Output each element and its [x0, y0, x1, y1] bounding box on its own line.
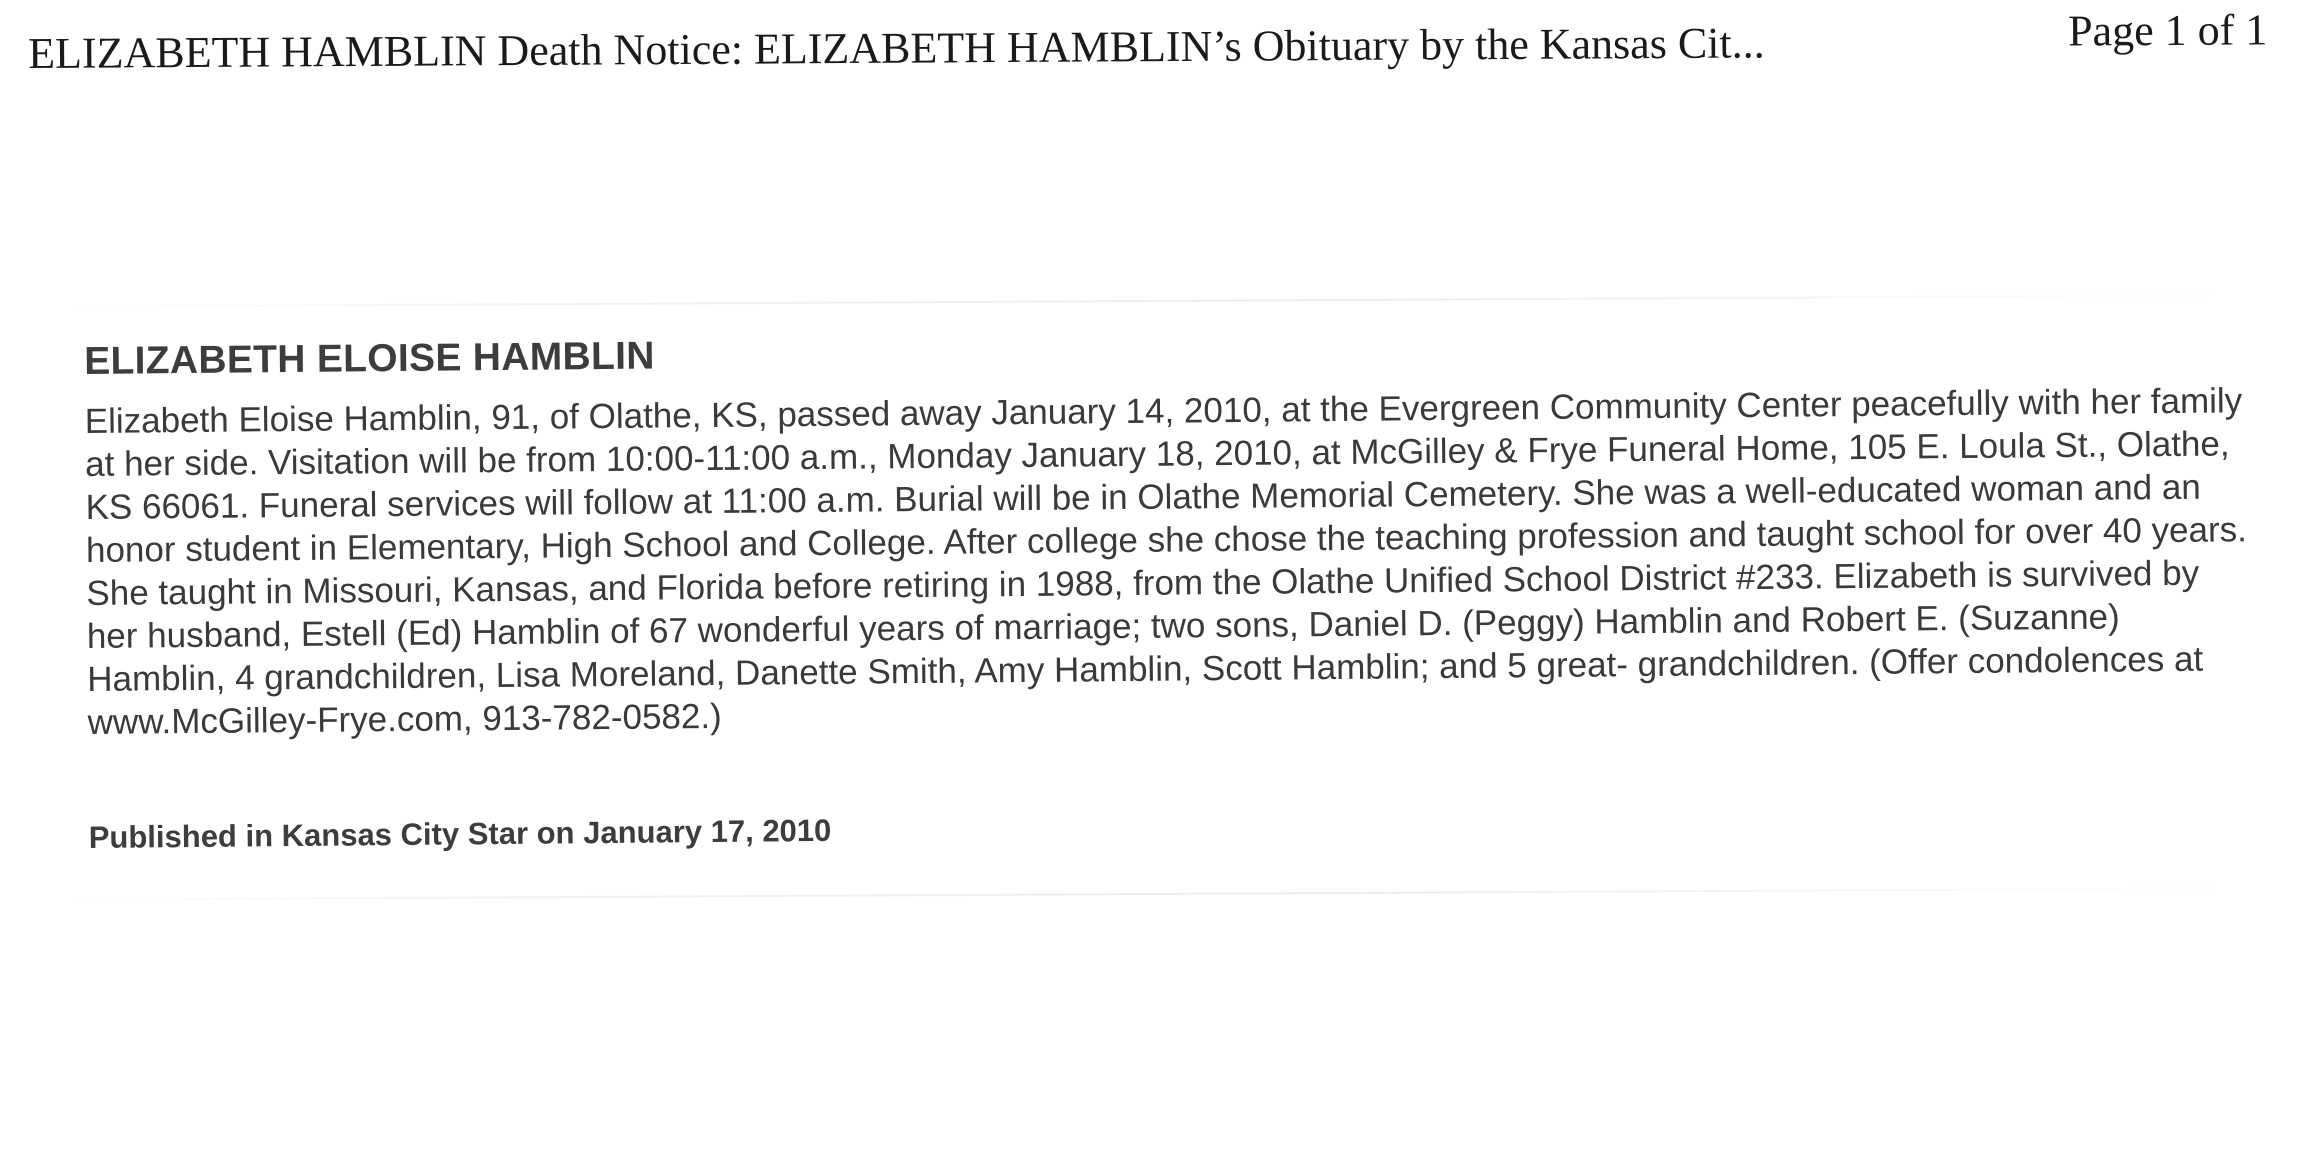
publication-line: Published in Kansas City Star on January 17, 2010	[88, 812, 832, 855]
deceased-name-heading: ELIZABETH ELOISE HAMBLIN	[84, 334, 655, 383]
divider-top	[60, 294, 2240, 307]
document-title: ELIZABETH HAMBLIN Death Notice: ELIZABETH HAMBLIN’s Obituary by the Kansas Cit...	[28, 18, 1765, 78]
divider-bottom	[60, 887, 2240, 900]
obituary-body-text: Elizabeth Eloise Hamblin, 91, of Olathe, KS, passed away January 14, 2010, at the Evergreen Community Center peacefully with her family at her side. Visitation will be from 10:00-11:00 a.m., Monday January 18, 2010, at McGilley & Frye Funeral Home, 105 E. Loula St., Olathe, KS 66061. Funeral services will follow at 11:00 a.m. Burial will be in Olathe Memorial Cemetery. She was a well-educated woman and an honor student in Elementary, High School and College. After college she chose the teaching profession and taught school for over 40 years. She taught in Missouri, Kansas, and Florida before retiring in 1988, from the Olathe Unified School District #233. Elizabeth is survived by her husband, Estell (Ed) Hamblin of 67 wonderful years of marriage; two sons, Daniel D. (Peggy) Hamblin and Robert E. (Suzanne) Hamblin, 4 grandchildren, Lisa Moreland, Danette Smith, Amy Hamblin, Scott Hamblin; and 5 great- grandchildren. (Offer condolences at www.McGilley-Frye.com, 913-782-0582.)	[84, 381, 2248, 742]
print-header	[28, 4, 2298, 78]
page-number: Page 1 of 1	[2067, 5, 2268, 56]
obituary-notice	[84, 319, 2269, 856]
